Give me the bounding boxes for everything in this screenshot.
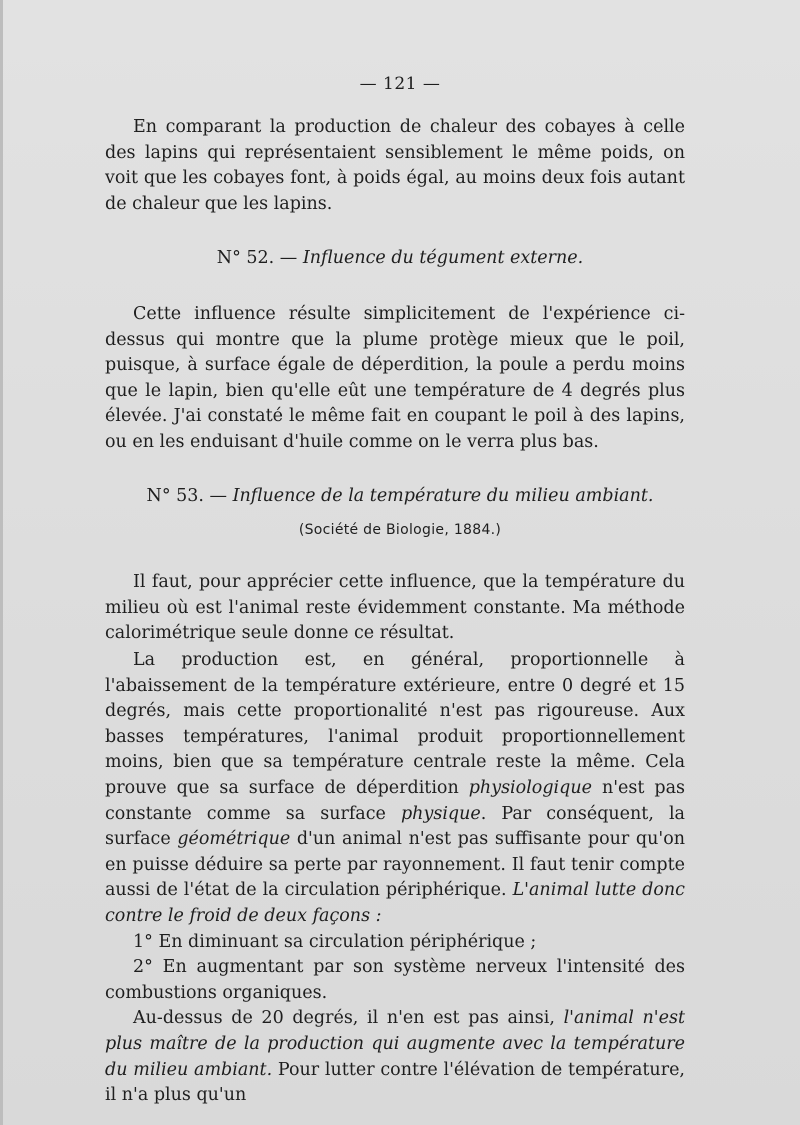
section-number: N° 52. — [216,248,303,268]
section-source: (Société de Biologie, 1884.) [298,522,502,538]
page-number: — 121 — [359,74,441,94]
italic-run: physique [400,803,481,824]
paragraph-comparison [105,115,685,217]
page-edge [0,0,3,1125]
text-run: Pour lutter contre l'élévation de température, il n'a plus qu'un [105,1059,685,1106]
section-title: Influence du tégument externe. [302,248,584,268]
paragraph-text: En comparant la production de chaleur des cobayes à celle des lapins qui représentaient sensiblement le même poids, on voit que les cobayes font, à poids égal, au moins deux fois autant de chaleur que les lapins. [105,117,685,214]
italic-run: L'animal lutte donc contre le froid de deux façons : [105,880,685,926]
text-run: d'un animal n'est pas suffisante pour qu'on en puisse déduire sa perte par rayonnement. Il faut tenir compte aussi de l'état de la circulation périphérique. [105,829,686,901]
paragraph-tegument [105,302,685,456]
text-run: La production est, en général, proportionnelle à l'abaissement de la température extérieure, entre 0 degré et 15 degrés, mais cette proportionalité n'est pas rigoureuse. Aux basses températures, l'animal produit proportionnellement moins, bien que sa température centrale reste la même. Cela prouve que sa surface de déperdition [105,650,685,798]
italic-run: géométrique [177,829,291,850]
text-run: n'est pas constante comme sa surface [105,777,685,824]
paragraph-text: Cette influence résulte simplicitement de l'expérience ci-dessus qui montre que la plume protège mieux que le poil, puisque, à surface égale de déperdition, la poule a perdu moins que le lapin, bien qu'elle eût une température de 4 degrés plus élevée. J'ai constaté le même fait en coupant le poil à des lapins, ou en les enduisant d'huile comme on le verra plus bas. [105,304,685,452]
text-run: . Par conséquent, la surface [105,803,685,850]
list-item: 1° En diminuant sa circulation périphérique ; [133,931,537,952]
paragraph-text [105,648,685,930]
paragraph-temperature [105,570,685,647]
paragraph-text: Il faut, pour apprécier cette influence, que la température du milieu où est l'animal reste évidemment constante. Ma méthode calorimétrique seule donne ce résultat. [105,572,685,644]
section-number: N° 53. — [146,486,233,506]
paragraph-production [105,648,685,1109]
paragraph-text [105,1006,685,1108]
section-title: Influence de la température du milieu ambiant. [232,486,654,506]
section-heading-52 [0,248,800,268]
italic-run: l'animal n'est plus maître de la production qui augmente avec la température du milieu ambiant. [105,1008,685,1080]
text-run: Au-dessus de 20 degrés, il n'en est pas ainsi, [133,1008,564,1029]
section-heading-53 [0,486,800,506]
italic-run: physiologique [468,777,592,798]
list-item: 2° En augmentant par son système nerveux l'intensité des combustions organiques. [105,957,685,1003]
